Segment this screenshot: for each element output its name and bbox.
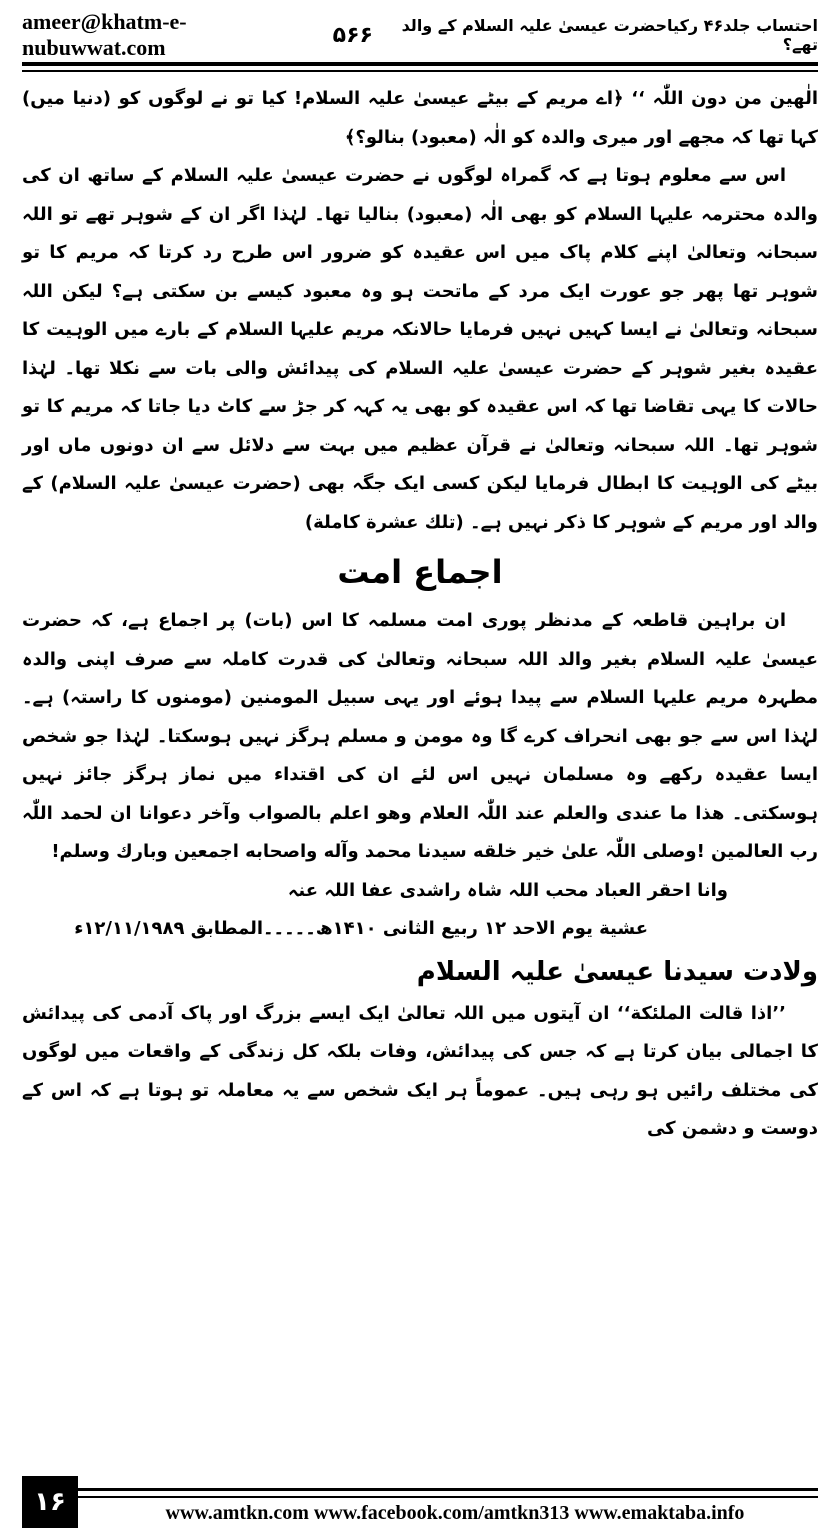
running-title: احتساب جلد۴۶ رکیاحضرت عیسیٰ علیہ السلام کے والد تھے؟ (401, 16, 818, 54)
section-heading: اجماع امت (337, 553, 503, 591)
signature-line: وانا احقر العباد محب اللہ شاہ راشدی عفا اللہ عنہ (287, 879, 728, 901)
subheading: ولادت سیدنا عیسیٰ علیہ السلام (416, 956, 818, 987)
footer-rule-thin (22, 1496, 818, 1498)
header-page-number: ۵۶۶ (332, 22, 373, 48)
header-left (22, 9, 373, 61)
footer-urls: www.amtkn.com www.facebook.com/amtkn313 www.emaktaba.info (165, 1502, 745, 1524)
paragraph-quote: الٰھین من دون اللّٰہ ‘‘ ﴿اے مریم کے بیٹے عیسیٰ علیہ السلام! کیا تو نے لوگوں کو (دنیا میں) کہا تھا کہ مجھے اور میری والدہ کو الٰہ (معبود) بنالو؟﴾ (22, 88, 818, 148)
paragraph-argument: اس سے معلوم ہوتا ہے کہ گمراہ لوگوں نے حضرت عیسیٰ علیہ السلام کے ساتھ ان کی والدہ محترمہ علیہا السلام کو بھی الٰہ (معبود) بنالیا تھا۔ لہٰذا اگر ان کے شوہر تھے تو اللہ سبحانہ وتعالیٰ اپنے کلام پاک میں اس عقیدہ کو ضرور اس طرح رد کرتا کہ مریم کا تو شوہر تھا پھر جو عورت ایک مرد کے ماتحت ہو وہ معبود کیسے بن سکتی ہے؟ لیکن اللہ سبحانہ وتعالیٰ نے ایسا کہیں نہیں فرمایا حالانکہ مریم علیہا السلام کے بارے میں الوہیت کا عقیدہ بغیر شوہر کے حضرت عیسیٰ علیہ السلام کی پیدائش والی بات سے نکلا تھا۔ لہٰذا حالات کا یہی تقاضا تھا کہ اس عقیدہ کو بھی یہ کہہ کر جڑ سے کاٹ دیا جاتا کہ مریم کا تو شوہر تھا۔ اللہ سبحانہ وتعالیٰ نے قرآن عظیم میں بہت سے دلائل سے ان دونوں ماں اور بیٹے کی الوہیت کا ابطال فرمایا لیکن کسی ایک جگہ بھی (حضرت عیسیٰ علیہ السلام) کے والد اور مریم کے شوہر کا ذکر نہیں ہے۔ (تلك عشرة كاملة) (22, 165, 818, 533)
page-header (22, 9, 818, 60)
date-line: عشیة یوم الاحد ۱۲ ربیع الثانی ۱۴۱۰ھ۔۔۔۔۔المطابق ۱۲/۱۱/۱۹۸۹ء (74, 918, 648, 939)
footer-rule-thick (22, 1488, 818, 1491)
page-footer (22, 1476, 818, 1530)
page-body (22, 80, 818, 1149)
header-rule-thin (22, 70, 818, 72)
header-rule-thick (22, 62, 818, 66)
paragraph-consensus: ان براہین قاطعہ کے مدنظر پوری امت مسلمہ کا اس (بات) پر اجماع ہے، کہ حضرت عیسیٰ علیہ السلام بغیر والد اللہ سبحانہ وتعالیٰ کی قدرت کاملہ سے صرف اپنی والدہ مطہرہ مریم علیہا السلام سے پیدا ہوئے اور یہی سبیل المومنین (مومنوں کا راستہ) ہے۔ لہٰذا اس سے جو بھی انحراف کرے گا وہ مومن و مسلم ہرگز نہیں ہوسکتا۔ لہٰذا جو شخص ایسا عقیدہ رکھے وہ مسلمان نہیں اس لئے ان کی اقتداء میں نماز ہرگز جائز نہیں ہوسکتی۔ ھذا ما عندی والعلم عند اللّٰہ العلام وھو اعلم بالصواب وآخر دعوانا ان لحمد اللّٰہ رب العالمین !وصلی اللّٰہ علیٰ خیر خلقه سیدنا محمد وآله واصحابه اجمعین وبارك وسلم! (22, 610, 818, 862)
paragraph-birth: ’’اذا قالت الملئكة‘‘ ان آیتوں میں اللہ تعالیٰ ایک ایسے بزرگ اور پاک آدمی کی پیدائش کا اجمالی بیان کرتا ہے کہ جس کی پیدائش، وفات بلکہ کل زندگی کے واقعات میں لوگوں کی مختلف رائیں ہو رہی ہیں۔ عموماً ہر ایک شخص سے یہ معاملہ تو ہوتا ہے کہ اس کے دوست و دشمن کی (22, 1002, 818, 1139)
footer-page-number: ۱۶ (22, 1476, 78, 1528)
header-email: ameer@khatm-e-nubuwwat.com (22, 9, 187, 60)
